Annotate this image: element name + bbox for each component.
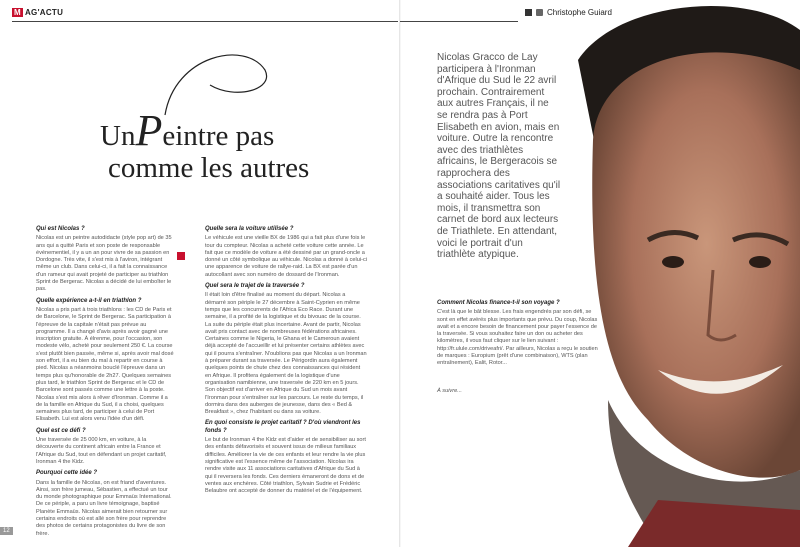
question-heading: Quelle sera la voiture utilisée ? xyxy=(205,226,294,232)
paragraph: Il était loin d'être finalisé au moment du départ. Nicolas a démarré son périple le 27 décembre à Saint-Cyprien en même temps que les concurrents de l'Africa Eco Race. Durant une semaine, il a profité de la logistique et du bivouac de la course. La suite du périple était plus incertaine. Avant de partir, Nicolas avait pris contact avec de nombreuses fédérations africaines. Certaines comme le Nigeria, le Ghana et le Cameroun avaient déjà accepté de l'accueillir et lui présenter certains athlètes avec qui il pourra s'entraîner. N'oublions pas que Nicolas a un Ironman à préparer durant sa traversée. Le Périgordin aura également quelques points de chute chez des connaissances qui résident en Afrique. Il profitera également de la logistique d'une organisation namibienne, une traversée de 220 km en 5 jours. Son objectif est d'arriver en Afrique du Sud un mois avant l'Ironman pour s'entraîner sur les parcours. Le reste du temps, il dormira dans des auberges de jeunesse, dans des « Bed & Breakfast », chez l'habitant ou dans sa voiture. xyxy=(205,292,367,416)
question-heading: Quel est ce défi ? xyxy=(36,427,86,434)
paragraph: C'est là que le bât blesse. Les frais engendrés par son défi, se sont en effet avérés plus importants que prévu. Du coup, Nicolas avait et a encore besoin de financement pour payer l'essence de la traversée. Si vous souhaitez faire un don ou acheter des kilomètres, il vous faut cliquer sur le lien suivant : http://fr.ulule.com/driveafri/. Par ailleurs, Nicolas a reçu le soutien de marques : Europium (prêt d'une combinaison), WTS (plan entraînement), Ealit, Rotor... xyxy=(437,309,598,367)
title-swirl-ornament xyxy=(155,45,275,125)
question-heading: Pourquoi cette idée ? xyxy=(36,470,98,477)
to-be-continued: À suivre... xyxy=(437,388,462,394)
text-column-3 xyxy=(437,296,602,370)
text-author-icon xyxy=(525,9,532,16)
question-heading: Quel sera le trajet de la traversée ? xyxy=(205,283,305,290)
title-word-eintre: eintre pas xyxy=(162,120,275,152)
section-header xyxy=(12,8,63,17)
paragraph: Nicolas est un peintre autodidacte (style pop art) de 35 ans qui a quitté Paris et son poste de responsable événementiel, il y a un an pour vivre de sa passion en Dordogne. Très vite, il s'est mis à l'aviron, intégrant même un club. Dans celui-ci, il a fait la connaissance d'un rameur qui avait projeté de participer au triathlon Sprint de Bergerac. Nicolas a décidé de lui emboîter le pas. xyxy=(36,235,172,293)
camera-icon xyxy=(536,9,543,16)
title-word-un: Un xyxy=(100,120,136,152)
text-column-1 xyxy=(36,222,174,540)
question-heading: Quelle expérience a-t-il en triathlon ? xyxy=(36,297,142,304)
question-heading: En quoi consiste le projet caritatif ? D'où viendront les fonds ? xyxy=(205,420,361,434)
paragraph: Nicolas a pris part à trois triathlons : les CD de Paris et de Barcelone, le Sprint de Bergerac. Sa participation à l'épreuve de la capitale n'était pas prévue au programme. Il a changé d'avis après avoir gagné une inscription gratuite. À élrenme, pour l'occasion, son modeste vélo, acheté pour seulement 250 €. La course s'est plutôt bien passée, même si, après avoir mal dosé son effort, il a eu bien du mal à repartir en course à pied. Nicolas a néanmoins bouclé l'épreuve dans un temps plus qu'honorable de 2h27. Quelques semaines plus tard, le triathlon Sprint de Bergerac et le CD de Barcelone sont passés comme une lettre à la poste. Nicolas s'est mis alors à rêver d'Ironman. Comme il a de la famille en Afrique du Sud, il a choisi, quelques semaines plus tard, de participer à celui de Port Elisabeth. Lui est alors venu l'idée d'un défi. xyxy=(36,306,174,423)
title-line-2: comme les autres xyxy=(108,152,310,184)
paragraph: Le but de Ironman 4 the Kidz est d'aider et de sensibiliser au sort des enfants défavorisés et souvent issus de milieux familiaux difficiles. Améliorer la vie de ces enfants et leur rendre la vie plus significative est l'essence même de l'association. Nicolas ira rendre visite aux 11 associations caritatives d'Afrique du Sud à qui il reversera les fonds. Ces derniers émaneront de dons et de ventes aux enchères. Côté triathlon, Sylvain Sudrie et Frédéric Belaubre ont accepté de donner du matériel et de l'équipement. xyxy=(205,437,366,495)
paragraph: Le véhicule est une vieille BX de 1986 qui a fait plus d'une fois le tour du compteur. Nicolas a acheté cette voiture cette année. Le fait que ce modèle de voiture a été dessiné par un grand-oncle a donné un côté symbolique au véhicule. Nicolas a donné à celui-ci une apparence de voiture de rallye-raid. La BX est parée d'un autocollant avec son numéro de dossard de l'Ironman. xyxy=(205,235,368,278)
paragraph: Une traversée de 25 000 km, en voiture, à la découverte du continent africain entre la France et l'Afrique du Sud, tout en défendant un projet caritatif, Ironman 4 the Kidz. xyxy=(36,437,167,465)
header-rule xyxy=(400,21,518,22)
right-page xyxy=(400,0,800,547)
question-heading: Qui est Nicolas ? xyxy=(36,226,85,232)
question-heading: Comment Nicolas finance-t-il son voyage ? xyxy=(437,300,560,306)
magazine-logo: M xyxy=(14,8,21,17)
article-title xyxy=(100,106,310,184)
title-big-letter: P xyxy=(135,106,163,155)
lead-paragraph: Nicolas Gracco de Lay participera à l'Ironman d'Afrique du Sud le 22 avril prochain. Contrairement aux autres Français, il ne se rendra pas à Port Elisabeth en avion, mais en voiture. Outre la rencontre avec des triathlètes africains, le Bergeracois se rapprochera des associations caritatives qu'il a souhaité aider. Tous les mois, il transmettra son carnet de bord aux lecteurs de Triathlete. En attendant, voici le portrait d'un triathlète atypique. xyxy=(437,52,561,261)
title-line-1 xyxy=(100,106,275,155)
section-label: AG'ACTU xyxy=(24,8,64,17)
page-number: 12 xyxy=(0,527,13,535)
paragraph: Dans la famille de Nicolas, on est friand d'aventures. Ainsi, son frère jumeau, Sébastien, a effectué un tour du monde photographique pour Emmaüs International. De ce périple, a paru un livre témoignage, baptisé Planète Emmaüs. Nicolas aimerait bien retourner sur certains endroits où est allé son frère pour reprendre des photos de certains protagonistes du livre de son frère. xyxy=(36,479,172,537)
author-credit xyxy=(525,8,612,17)
author-name: Christophe Guiard xyxy=(547,8,612,17)
text-column-2 xyxy=(205,222,367,497)
red-square-marker xyxy=(177,252,185,260)
header-rule xyxy=(12,21,398,22)
